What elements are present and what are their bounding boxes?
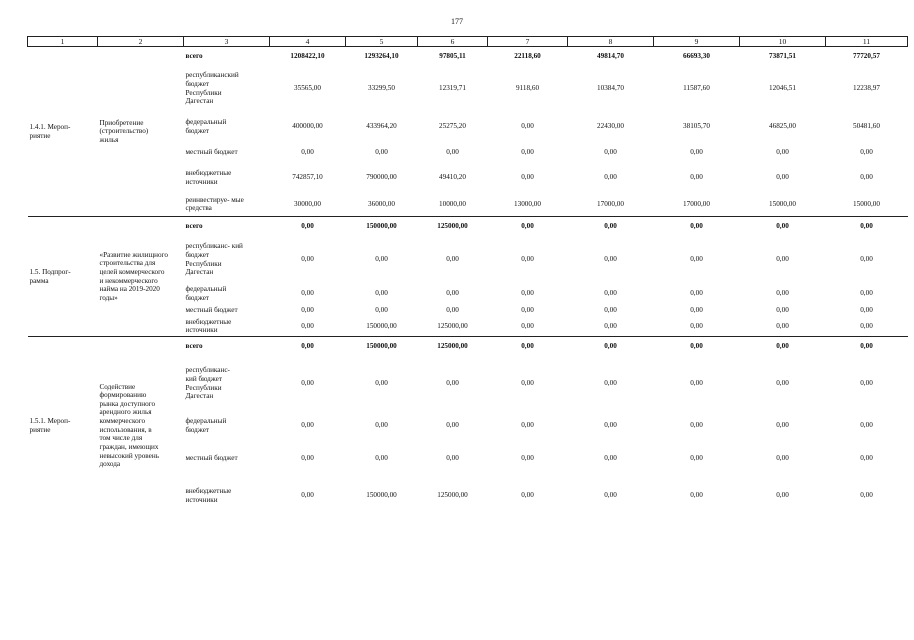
amount-cell: 13000,00 bbox=[514, 199, 541, 208]
amount-cell: 0,00 bbox=[301, 306, 314, 315]
amount-cell: 150000,00 bbox=[346, 337, 418, 357]
item-code: 1.4.1. Мероп- риятие bbox=[28, 47, 98, 217]
amount-cell: 33299,50 bbox=[368, 84, 395, 93]
amount-cell: 400000,00 bbox=[292, 122, 323, 131]
amount-cell: 0,00 bbox=[375, 289, 388, 298]
amount-cell: 0,00 bbox=[654, 337, 740, 357]
amount-cell: 0,00 bbox=[301, 255, 314, 264]
amount-cell: 0,00 bbox=[446, 289, 459, 298]
amount-cell: 0,00 bbox=[604, 454, 617, 463]
column-header: 5 bbox=[346, 37, 418, 47]
amount-cell: 0,00 bbox=[860, 255, 873, 264]
column-header: 8 bbox=[568, 37, 654, 47]
amount-cell: 0,00 bbox=[740, 337, 826, 357]
funding-source: местный бюджет bbox=[185, 148, 238, 157]
amount-cell: 46825,00 bbox=[769, 122, 796, 131]
amount-cell: 0,00 bbox=[860, 173, 873, 182]
amount-cell: 0,00 bbox=[446, 421, 459, 430]
amount-cell: 0,00 bbox=[521, 289, 534, 298]
item-code: 1.5.1. Мероп- риятие bbox=[28, 337, 98, 515]
budget-table bbox=[27, 36, 908, 515]
amount-cell: 0,00 bbox=[604, 255, 617, 264]
amount-cell: 22118,60 bbox=[488, 47, 568, 67]
amount-cell: 0,00 bbox=[860, 148, 873, 157]
amount-cell: 49814,70 bbox=[568, 47, 654, 67]
funding-source: внебюджетные источники bbox=[185, 317, 232, 335]
amount-cell: 0,00 bbox=[301, 491, 314, 500]
funding-source: всего bbox=[184, 47, 270, 67]
funding-source: республиканс- кий бюджет Республики Дагестан bbox=[185, 242, 243, 277]
amount-cell: 38105,70 bbox=[683, 122, 710, 131]
table-body bbox=[28, 47, 908, 515]
table-row bbox=[28, 217, 908, 237]
amount-cell: 0,00 bbox=[521, 454, 534, 463]
amount-cell: 150000,00 bbox=[366, 321, 397, 330]
amount-cell: 0,00 bbox=[690, 306, 703, 315]
amount-cell: 742857,10 bbox=[292, 173, 323, 182]
amount-cell: 150000,00 bbox=[346, 217, 418, 237]
amount-cell: 17000,00 bbox=[683, 199, 710, 208]
amount-cell: 0,00 bbox=[690, 491, 703, 500]
amount-cell: 0,00 bbox=[521, 306, 534, 315]
amount-cell: 0,00 bbox=[826, 337, 908, 357]
amount-cell: 0,00 bbox=[488, 217, 568, 237]
amount-cell: 0,00 bbox=[860, 306, 873, 315]
amount-cell: 49410,20 bbox=[439, 173, 466, 182]
amount-cell: 0,00 bbox=[488, 337, 568, 357]
amount-cell: 50481,60 bbox=[853, 122, 880, 131]
amount-cell: 10000,00 bbox=[439, 199, 466, 208]
amount-cell: 0,00 bbox=[521, 148, 534, 157]
amount-cell: 0,00 bbox=[740, 217, 826, 237]
amount-cell: 15000,00 bbox=[853, 199, 880, 208]
funding-source: федеральный бюджет bbox=[185, 416, 227, 434]
amount-cell: 125000,00 bbox=[418, 337, 488, 357]
amount-cell: 0,00 bbox=[301, 321, 314, 330]
funding-source: местный бюджет bbox=[185, 306, 238, 315]
amount-cell: 30000,00 bbox=[294, 199, 321, 208]
amount-cell: 0,00 bbox=[301, 421, 314, 430]
table-row bbox=[28, 337, 908, 357]
amount-cell: 0,00 bbox=[521, 255, 534, 264]
amount-cell: 0,00 bbox=[446, 379, 459, 388]
item-title: «Развитие жилищного строительства для целей коммерческого и некоммерческого найма на 2019-2020 годы» bbox=[98, 217, 184, 337]
amount-cell: 0,00 bbox=[690, 379, 703, 388]
amount-cell: 0,00 bbox=[301, 289, 314, 298]
amount-cell: 0,00 bbox=[860, 421, 873, 430]
amount-cell: 0,00 bbox=[690, 255, 703, 264]
amount-cell: 0,00 bbox=[446, 255, 459, 264]
amount-cell: 0,00 bbox=[270, 337, 346, 357]
column-header: 7 bbox=[488, 37, 568, 47]
funding-source: внебюджетные источники bbox=[185, 486, 232, 504]
amount-cell: 0,00 bbox=[860, 321, 873, 330]
amount-cell: 0,00 bbox=[446, 306, 459, 315]
funding-source: внебюджетные источники bbox=[185, 168, 232, 186]
funding-source: республиканс- кий бюджет Республики Дагестан bbox=[185, 366, 230, 401]
amount-cell: 0,00 bbox=[568, 217, 654, 237]
amount-cell: 0,00 bbox=[604, 148, 617, 157]
funding-source: реинвестируе- мые средства bbox=[185, 195, 244, 213]
amount-cell: 0,00 bbox=[604, 379, 617, 388]
amount-cell: 0,00 bbox=[521, 491, 534, 500]
amount-cell: 12319,71 bbox=[439, 84, 466, 93]
amount-cell: 0,00 bbox=[375, 148, 388, 157]
amount-cell: 1293264,10 bbox=[346, 47, 418, 67]
amount-cell: 0,00 bbox=[860, 289, 873, 298]
amount-cell: 0,00 bbox=[690, 173, 703, 182]
amount-cell: 0,00 bbox=[301, 148, 314, 157]
amount-cell: 0,00 bbox=[776, 173, 789, 182]
amount-cell: 0,00 bbox=[270, 217, 346, 237]
amount-cell: 0,00 bbox=[776, 321, 789, 330]
amount-cell: 0,00 bbox=[604, 306, 617, 315]
funding-source: федеральный бюджет bbox=[185, 117, 227, 135]
table-row bbox=[28, 47, 908, 67]
item-title: Приобретение (строительство) жилья bbox=[98, 47, 184, 217]
amount-cell: 0,00 bbox=[604, 173, 617, 182]
amount-cell: 12046,51 bbox=[769, 84, 796, 93]
amount-cell: 0,00 bbox=[860, 454, 873, 463]
amount-cell: 125000,00 bbox=[418, 217, 488, 237]
column-header: 2 bbox=[98, 37, 184, 47]
amount-cell: 35565,00 bbox=[294, 84, 321, 93]
amount-cell: 0,00 bbox=[690, 321, 703, 330]
amount-cell: 12238,97 bbox=[853, 84, 880, 93]
amount-cell: 0,00 bbox=[776, 491, 789, 500]
amount-cell: 125000,00 bbox=[437, 491, 468, 500]
amount-cell: 0,00 bbox=[521, 122, 534, 131]
column-header: 3 bbox=[184, 37, 270, 47]
funding-source: всего bbox=[184, 217, 270, 237]
amount-cell: 125000,00 bbox=[437, 321, 468, 330]
amount-cell: 0,00 bbox=[604, 421, 617, 430]
amount-cell: 11587,60 bbox=[683, 84, 710, 93]
amount-cell: 66693,30 bbox=[654, 47, 740, 67]
amount-cell: 0,00 bbox=[521, 173, 534, 182]
funding-source: федеральный бюджет bbox=[185, 284, 227, 302]
column-header: 1 bbox=[28, 37, 98, 47]
amount-cell: 0,00 bbox=[860, 379, 873, 388]
column-header: 10 bbox=[740, 37, 826, 47]
amount-cell: 0,00 bbox=[375, 306, 388, 315]
amount-cell: 0,00 bbox=[776, 148, 789, 157]
amount-cell: 0,00 bbox=[654, 217, 740, 237]
amount-cell: 790000,00 bbox=[366, 173, 397, 182]
amount-cell: 0,00 bbox=[776, 454, 789, 463]
amount-cell: 0,00 bbox=[604, 289, 617, 298]
funding-source: всего bbox=[184, 337, 270, 357]
amount-cell: 0,00 bbox=[521, 379, 534, 388]
amount-cell: 15000,00 bbox=[769, 199, 796, 208]
column-header: 9 bbox=[654, 37, 740, 47]
amount-cell: 10384,70 bbox=[597, 84, 624, 93]
amount-cell: 0,00 bbox=[776, 306, 789, 315]
column-header: 6 bbox=[418, 37, 488, 47]
amount-cell: 0,00 bbox=[826, 217, 908, 237]
amount-cell: 0,00 bbox=[690, 421, 703, 430]
amount-cell: 433964,20 bbox=[366, 122, 397, 131]
amount-cell: 0,00 bbox=[375, 421, 388, 430]
item-title: Содействие формированию рынка доступного арендного жилья коммерческого использования, в том числе для граждан, имеющих невысокий уровень дохода bbox=[98, 337, 184, 515]
amount-cell: 0,00 bbox=[690, 289, 703, 298]
amount-cell: 0,00 bbox=[604, 491, 617, 500]
column-header: 4 bbox=[270, 37, 346, 47]
amount-cell: 0,00 bbox=[860, 491, 873, 500]
amount-cell: 0,00 bbox=[776, 255, 789, 264]
amount-cell: 9118,60 bbox=[515, 84, 540, 93]
amount-cell: 0,00 bbox=[604, 321, 617, 330]
amount-cell: 0,00 bbox=[776, 379, 789, 388]
column-number-row bbox=[28, 37, 908, 47]
amount-cell: 0,00 bbox=[521, 421, 534, 430]
amount-cell: 0,00 bbox=[521, 321, 534, 330]
amount-cell: 22430,00 bbox=[597, 122, 624, 131]
amount-cell: 97805,11 bbox=[418, 47, 488, 67]
page-number: 177 bbox=[451, 17, 463, 26]
column-header: 11 bbox=[826, 37, 908, 47]
amount-cell: 0,00 bbox=[375, 454, 388, 463]
amount-cell: 0,00 bbox=[301, 379, 314, 388]
amount-cell: 36000,00 bbox=[368, 199, 395, 208]
amount-cell: 0,00 bbox=[375, 255, 388, 264]
amount-cell: 73871,51 bbox=[740, 47, 826, 67]
amount-cell: 0,00 bbox=[776, 289, 789, 298]
amount-cell: 0,00 bbox=[446, 454, 459, 463]
amount-cell: 25275,20 bbox=[439, 122, 466, 131]
amount-cell: 0,00 bbox=[776, 421, 789, 430]
amount-cell: 0,00 bbox=[301, 454, 314, 463]
amount-cell: 0,00 bbox=[568, 337, 654, 357]
amount-cell: 77720,57 bbox=[826, 47, 908, 67]
amount-cell: 0,00 bbox=[446, 148, 459, 157]
amount-cell: 0,00 bbox=[375, 379, 388, 388]
amount-cell: 1208422,10 bbox=[270, 47, 346, 67]
item-code: 1.5. Подпрог- рамма bbox=[28, 217, 98, 337]
amount-cell: 17000,00 bbox=[597, 199, 624, 208]
funding-source: республиканский бюджет Республики Дагестан bbox=[185, 71, 239, 106]
amount-cell: 150000,00 bbox=[366, 491, 397, 500]
amount-cell: 0,00 bbox=[690, 148, 703, 157]
funding-source: местный бюджет bbox=[185, 454, 238, 463]
amount-cell: 0,00 bbox=[690, 454, 703, 463]
